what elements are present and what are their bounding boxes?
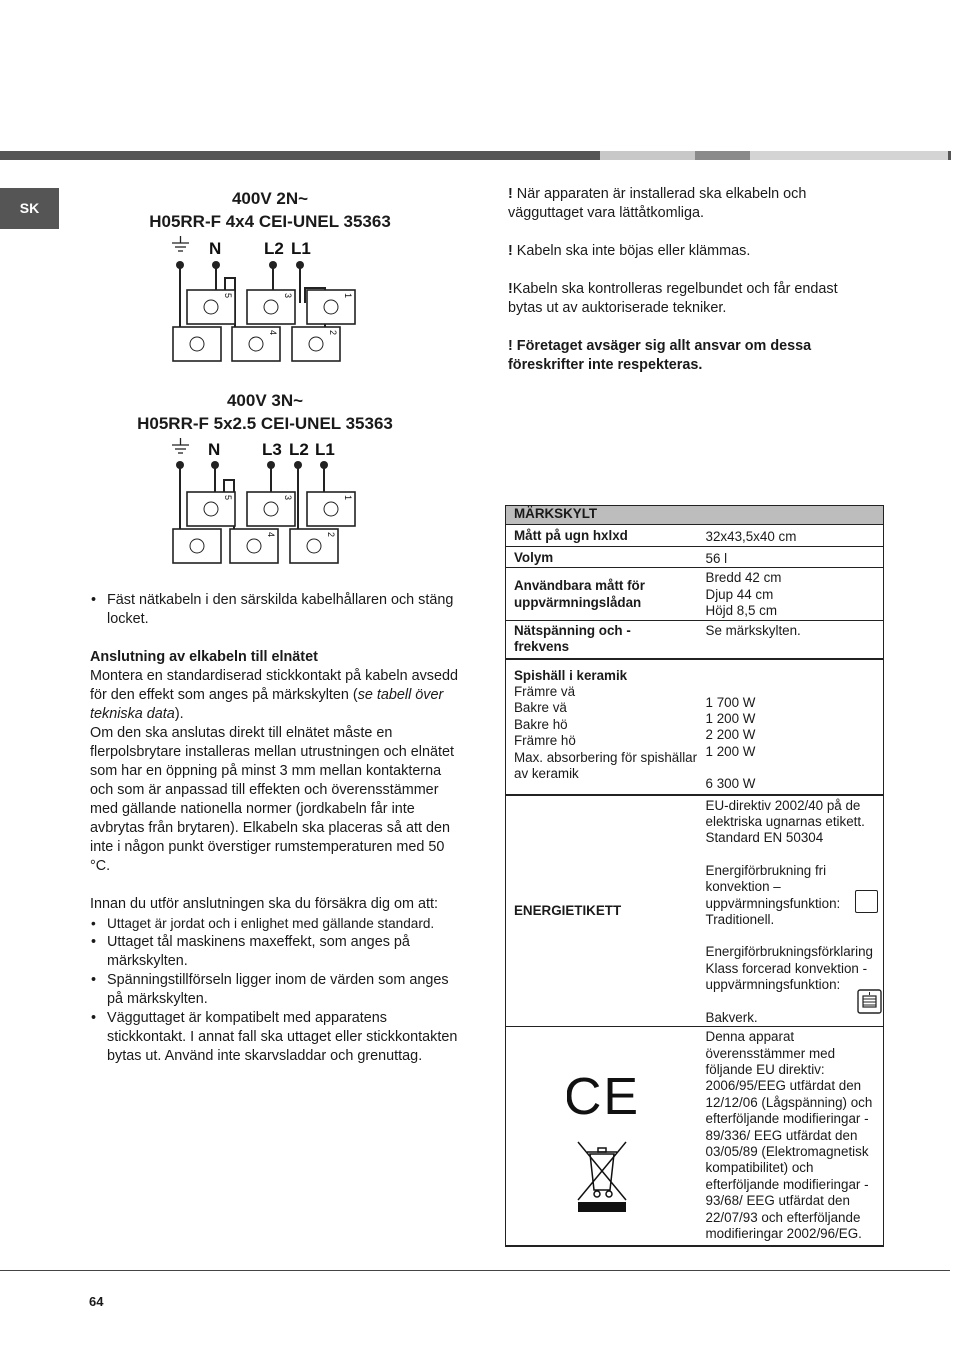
diagram2-title-line1: 400V 3N~ [226,391,304,410]
diagram1-title [120,187,420,233]
hob-item: Max. absorbering för spishällar av keramik [514,749,698,782]
footer-rule [0,1270,950,1271]
hob-item: Främre hö [514,733,576,749]
label-n: N [209,239,222,258]
energy-p2-end: Traditionell. [705,912,775,928]
para1-italic: se tabell över tekniska data [90,687,444,722]
diagram2-title-line2: H05RR-F 5x2.5 CEI-UNEL 35363 [137,414,393,433]
terminal-5: 5 [223,293,233,299]
ce-cell [506,1027,698,1247]
dims-value: 32x43,5x40 cm [698,525,884,547]
note-2 [508,242,858,261]
terminal-5: 5 [223,495,233,501]
header-bar-mid [695,151,750,160]
note-1 [508,185,858,223]
diagram1-title-line1: 400V 2N~ [231,189,309,208]
voltage-label: Nätspänning och -frekvens [506,620,698,659]
usable-width: Bredd 42 cm [705,570,782,586]
energy-label: ENERGIETIKETT [506,795,698,1027]
earth-icon [172,236,189,251]
connection-para3: Innan du utför anslutningen ska du försäkra dig om att: [90,896,438,912]
rating-plate-table [505,505,884,1247]
note-3 [508,280,858,318]
hob-value: 6 300 W [705,776,756,792]
label-l1: L1 [291,239,311,258]
hob-item: Bakre hö [514,716,568,732]
label-n: N [208,440,221,459]
note-2-text: Kabeln ska inte böjas eller klämmas. [512,243,751,259]
table-header: MÄRKSKYLT [506,506,884,525]
terminal-2: 2 [328,330,338,336]
header-bar-light [600,151,695,160]
terminal-3: 3 [283,495,293,501]
para1-start: Montera en standardiserad stickkontakt på kabeln avsedd för den effekt som anges på märkskylten ( [90,668,458,703]
usable-label: Användbara mått för uppvärmningslådan [506,568,698,620]
header-bar-end [948,151,951,160]
usable-depth: Djup 44 cm [705,586,774,602]
check-item: • Spänningstillförseln ligger inom de värden som anges på märkskylten. [90,971,465,1009]
hob-values [698,659,884,795]
para1-end: ). [174,706,184,722]
energy-values [698,795,884,1027]
bullet-intro: • Fäst nätkabeln i den särskilda kabelhållaren och stäng locket. [90,591,465,629]
left-column [90,591,465,1066]
ce-mark-text: CE [566,1068,637,1127]
check-item: • Vägguttaget är kompatibelt med apparatens stickkontakt. I annat fall ska uttaget eller stickkontakten bytas ut. Använd inte skarvsladdar och grenuttag. [90,1009,465,1066]
note-4 [508,337,858,375]
volume-value: 56 l [698,547,884,568]
page-number: 64 [89,1294,104,1309]
ce-text: Denna apparat överensstämmer med följande EU direktiv: 2006/95/EEG utfärdat den 12/12/06 (Lågspänning) och efterföljande modifieringar - 89/336/ EEG utfärdat den 03/05/89 (Elektromagnetisk kompatibilitet) och efterföljande modifieringar - 93/68/ EEG utfärdat den 22/07/93 och efterföljande modifieringar 2002/96/EG. [698,1027,884,1247]
note-3-text: Kabeln ska kontrolleras regelbundet och får endast bytas ut av auktoriserade tekniker. [508,281,838,316]
hob-item: Främre vä [514,684,576,700]
dims-label: Mått på ugn hxlxd [506,525,698,547]
check-item: • Uttaget tål maskinens maxeffekt, som anges på märkskylten. [90,933,465,971]
diagram2-title [115,389,415,435]
terminal-2: 2 [326,532,336,538]
bullet-intro-list [90,591,465,629]
check-item: • Uttaget är jordat och i enlighet med gällande standard. [90,914,465,933]
wiring-diagram-3n [165,435,365,565]
label-l1: L1 [315,440,335,459]
voltage-value: Se märkskylten. [698,620,884,659]
usable-values [698,568,884,620]
connection-para2: Om den ska anslutas direkt till elnätet måste en flerpolsbrytare installeras mellan utrustningen och elnätet som har en öppning på minst 3 mm mellan kontakterna och som är anpassad till effekten och överensstämmer med gällande nationella normer (jordkabeln får inte avbrytas från brytaren). Elkabeln ska placeras så att den inte i någon punkt överstiger rumstemperaturen med 50 °C. [90,725,454,874]
usable-height: Höjd 8,5 cm [705,603,777,619]
warning-mark: ! [508,281,513,297]
energy-p2: Energiförbrukning fri konvektion – uppvärmningsfunktion: [705,862,841,911]
label-l3: L3 [262,440,282,459]
energy-p3: Energiförbrukningsförklaring Klass forcerad konvektion - uppvärmningsfunktion: [705,944,873,993]
square-icon [855,890,878,913]
terminal-4: 4 [266,532,276,538]
energy-p1: EU-direktiv 2002/40 på de elektriska ugnarnas etikett. Standard EN 50304 [705,797,865,846]
hob-label: Spishäll i keramik [514,667,628,683]
diagram1-title-line2: H05RR-F 4x4 CEI-UNEL 35363 [149,212,391,231]
weee-bin-icon [574,1138,630,1214]
header-bar-dark [0,151,600,160]
energy-p3-end: Bakverk. [705,1009,758,1025]
volume-label: Volym [506,547,698,568]
check-list [90,914,465,1066]
hob-value: 1 200 W [705,743,756,759]
connection-heading: Anslutning av elkabeln till elnätet [90,649,318,665]
hob-value: 2 200 W [705,727,756,743]
terminal-4: 4 [268,330,278,336]
note-1-text: När apparaten är installerad ska elkabeln och vägguttaget vara lättåtkomliga. [508,186,807,221]
wiring-diagram-2n [165,233,365,363]
warning-mark: ! [508,243,513,259]
earth-icon [172,438,189,453]
terminal-3: 3 [283,293,293,299]
hob-cell [506,659,698,795]
label-l2: L2 [289,440,309,459]
warning-mark: ! [508,186,513,202]
ce-mark-icon [567,1067,637,1127]
connection-para1 [90,667,465,724]
fan-oven-icon [857,989,882,1014]
terminal-1: 1 [343,293,353,299]
terminal-1: 1 [343,495,353,501]
hob-item: Bakre vä [514,700,567,716]
header-bar-light-right [750,151,948,160]
warning-mark: ! [508,338,513,354]
label-l2: L2 [264,239,284,258]
section-tab: SK [0,188,59,229]
hob-value: 1 200 W [705,711,756,727]
hob-value: 1 700 W [705,694,756,710]
note-4-text: Företaget avsäger sig allt ansvar om dessa föreskrifter inte respekteras. [508,338,812,373]
